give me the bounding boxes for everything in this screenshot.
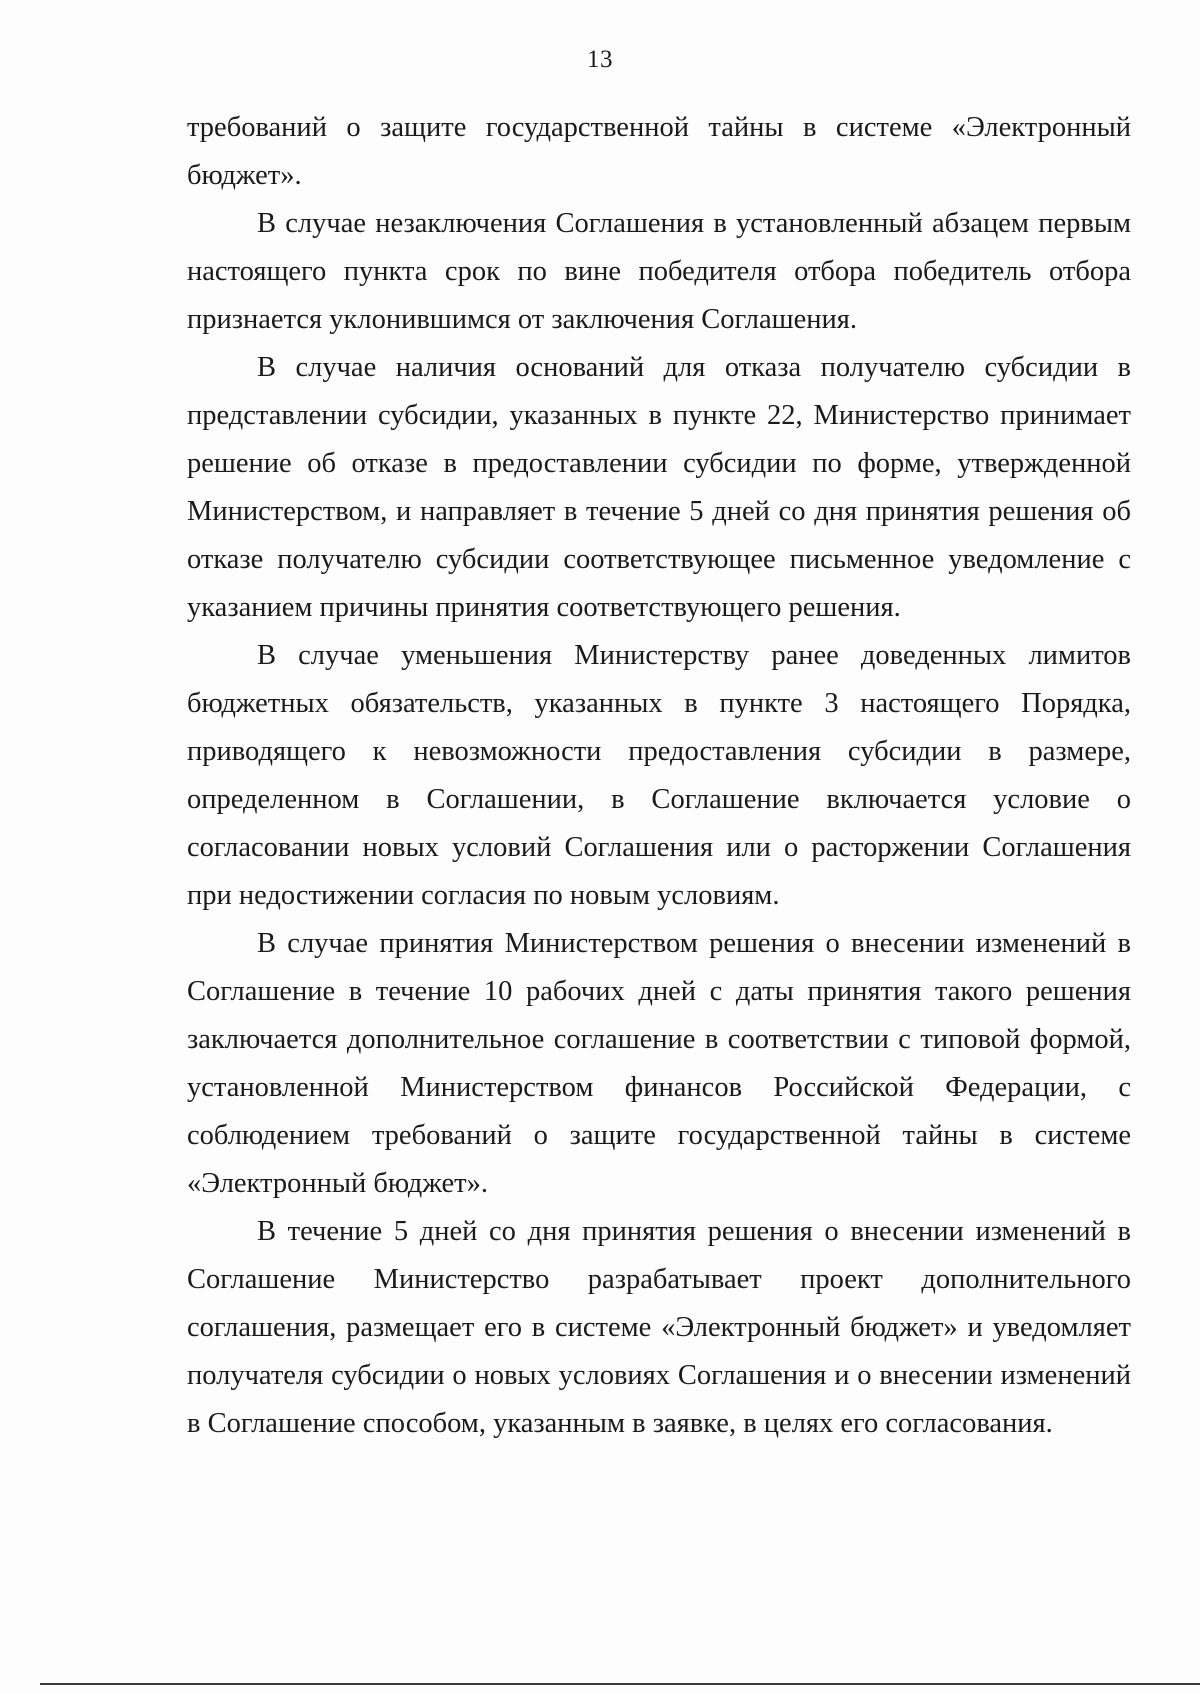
page-bottom-divider	[40, 1683, 1200, 1685]
paragraph: В случае принятия Министерством решения о внесении изменений в Соглашение в течение 10 рабочих дней с даты принятия такого решения заключается дополнительное соглашение в соответствии с типовой формой, установленной Министерством финансов Российской Федерации, с соблюдением требований о защите государственной тайны в системе «Электронный бюджет».	[187, 928, 1131, 1199]
paragraph: В случае наличия оснований для отказа получателю субсидии в представлении субсидии, указанных в пункте 22, Министерство принимает решение об отказе в предоставлении субсидии по форме, утвержденной Министерством, и направляет в течение 5 дней со дня принятия решения об отказе получателю субсидии соответствующее письменное уведомление с указанием причины принятия соответствующего решения.	[187, 352, 1131, 623]
paragraph: В случае незаключения Соглашения в установленный абзацем первым настоящего пункта срок по вине победителя отбора победитель отбора признается уклонившимся от заключения Соглашения.	[187, 208, 1131, 335]
paragraph: В случае уменьшения Министерству ранее доведенных лимитов бюджетных обязательств, указанных в пункте 3 настоящего Порядка, приводящего к невозможности предоставления субсидии в размере, определенном в Соглашении, в Соглашение включается условие о согласовании новых условий Соглашения или о расторжении Соглашения при недостижении согласия по новым условиям.	[187, 640, 1131, 911]
paragraph-continuation: требований о защите государственной тайны в системе «Электронный бюджет».	[187, 112, 1131, 191]
paragraph: В течение 5 дней со дня принятия решения о внесении изменений в Соглашение Министерство разрабатывает проект дополнительного соглашения, размещает его в системе «Электронный бюджет» и уведомляет получателя субсидии о новых условиях Соглашения и о внесении изменений в Соглашение способом, указанным в заявке, в целях его согласования.	[187, 1216, 1131, 1439]
document-body	[187, 104, 1131, 1448]
page-number: 13	[587, 46, 613, 73]
